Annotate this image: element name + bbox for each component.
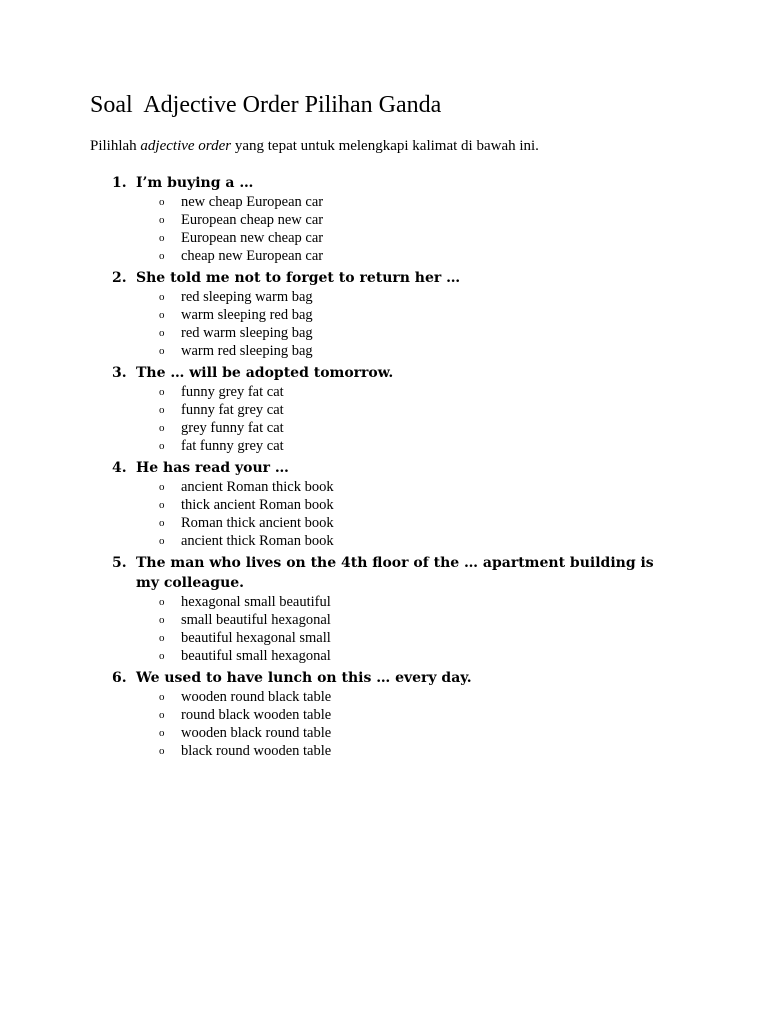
option-text: warm sleeping red bag [181, 307, 313, 323]
option-item [136, 532, 730, 550]
option-list [136, 193, 730, 265]
option-text: beautiful hexagonal small [181, 630, 331, 646]
bullet-icon: o [159, 232, 165, 244]
option-text: round black wooden table [181, 707, 332, 723]
question-1 [90, 173, 730, 265]
bullet-icon: o [159, 309, 165, 321]
option-text: European cheap new car [181, 212, 324, 228]
option-list [136, 688, 730, 760]
question-number: 6. [112, 670, 127, 686]
option-item [136, 437, 730, 455]
bullet-icon: o [159, 327, 165, 339]
option-item [136, 611, 730, 629]
option-text: European new cheap car [181, 230, 324, 246]
option-item [136, 383, 730, 401]
bullet-icon: o [159, 291, 165, 303]
option-text: beautiful small hexagonal [181, 648, 331, 664]
option-item [136, 629, 730, 647]
instructions-text-start: Pilihlah [90, 138, 141, 154]
bullet-icon: o [159, 535, 165, 547]
bullet-icon: o [159, 691, 165, 703]
bullet-icon: o [159, 250, 165, 262]
bullet-icon: o [159, 422, 165, 434]
question-text: I’m buying a … [136, 175, 254, 191]
option-item [136, 419, 730, 437]
option-text: thick ancient Roman book [181, 497, 334, 513]
option-text: ancient Roman thick book [181, 479, 334, 495]
question-list [90, 173, 730, 763]
bullet-icon: o [159, 727, 165, 739]
question-number: 4. [112, 460, 127, 476]
option-item [136, 647, 730, 665]
page-title: Soal Adjective Order Pilihan Ganda [90, 92, 442, 118]
option-list [136, 288, 730, 360]
instructions [90, 137, 539, 155]
bullet-icon: o [159, 709, 165, 721]
bullet-icon: o [159, 650, 165, 662]
option-text: ancient thick Roman book [181, 533, 334, 549]
question-4 [90, 458, 730, 550]
option-text: black round wooden table [181, 743, 332, 759]
question-text: The … will be adopted tomorrow. [136, 365, 394, 381]
option-text: grey funny fat cat [181, 420, 284, 436]
bullet-icon: o [159, 499, 165, 511]
option-item [136, 193, 730, 211]
bullet-icon: o [159, 517, 165, 529]
option-item [136, 593, 730, 611]
option-list [136, 478, 730, 550]
option-item [136, 514, 730, 532]
option-item [136, 496, 730, 514]
bullet-icon: o [159, 196, 165, 208]
bullet-icon: o [159, 214, 165, 226]
option-text: wooden black round table [181, 725, 332, 741]
option-text: new cheap European car [181, 194, 324, 210]
option-item [136, 724, 730, 742]
option-item [136, 211, 730, 229]
option-item [136, 247, 730, 265]
bullet-icon: o [159, 632, 165, 644]
instructions-text-end: yang tepat untuk melengkapi kalimat di bawah ini. [231, 138, 539, 154]
question-5 [90, 553, 730, 665]
option-text: small beautiful hexagonal [181, 612, 331, 628]
question-number: 2. [112, 270, 127, 286]
option-item [136, 706, 730, 724]
bullet-icon: o [159, 404, 165, 416]
bullet-icon: o [159, 596, 165, 608]
option-text: red warm sleeping bag [181, 325, 313, 341]
bullet-icon: o [159, 481, 165, 493]
option-item [136, 288, 730, 306]
option-item [136, 324, 730, 342]
instructions-emphasis: adjective order [140, 138, 232, 154]
option-text: funny fat grey cat [181, 402, 284, 418]
question-number: 3. [112, 365, 127, 381]
option-text: red sleeping warm bag [181, 289, 313, 305]
question-number: 5. [112, 555, 127, 571]
option-text: warm red sleeping bag [181, 343, 313, 359]
bullet-icon: o [159, 614, 165, 626]
option-list [136, 383, 730, 455]
option-item [136, 401, 730, 419]
option-text: funny grey fat cat [181, 384, 284, 400]
question-text: The man who lives on the 4th floor of the … apartment building is my colleague. [136, 555, 654, 591]
question-number: 1. [112, 175, 127, 191]
option-item [136, 478, 730, 496]
option-text: Roman thick ancient book [181, 515, 334, 531]
option-item [136, 306, 730, 324]
option-text: cheap new European car [181, 248, 324, 264]
bullet-icon: o [159, 745, 165, 757]
question-6 [90, 668, 730, 760]
question-2 [90, 268, 730, 360]
question-text: She told me not to forget to return her … [136, 270, 461, 286]
option-text: hexagonal small beautiful [181, 594, 331, 610]
bullet-icon: o [159, 345, 165, 357]
question-text: We used to have lunch on this … every day. [136, 670, 472, 686]
option-item [136, 742, 730, 760]
option-text: fat funny grey cat [181, 438, 284, 454]
bullet-icon: o [159, 386, 165, 398]
question-3 [90, 363, 730, 455]
option-text: wooden round black table [181, 689, 332, 705]
question-text: He has read your … [136, 460, 289, 476]
option-item [136, 229, 730, 247]
option-item [136, 342, 730, 360]
bullet-icon: o [159, 440, 165, 452]
option-list [136, 593, 730, 665]
option-item [136, 688, 730, 706]
